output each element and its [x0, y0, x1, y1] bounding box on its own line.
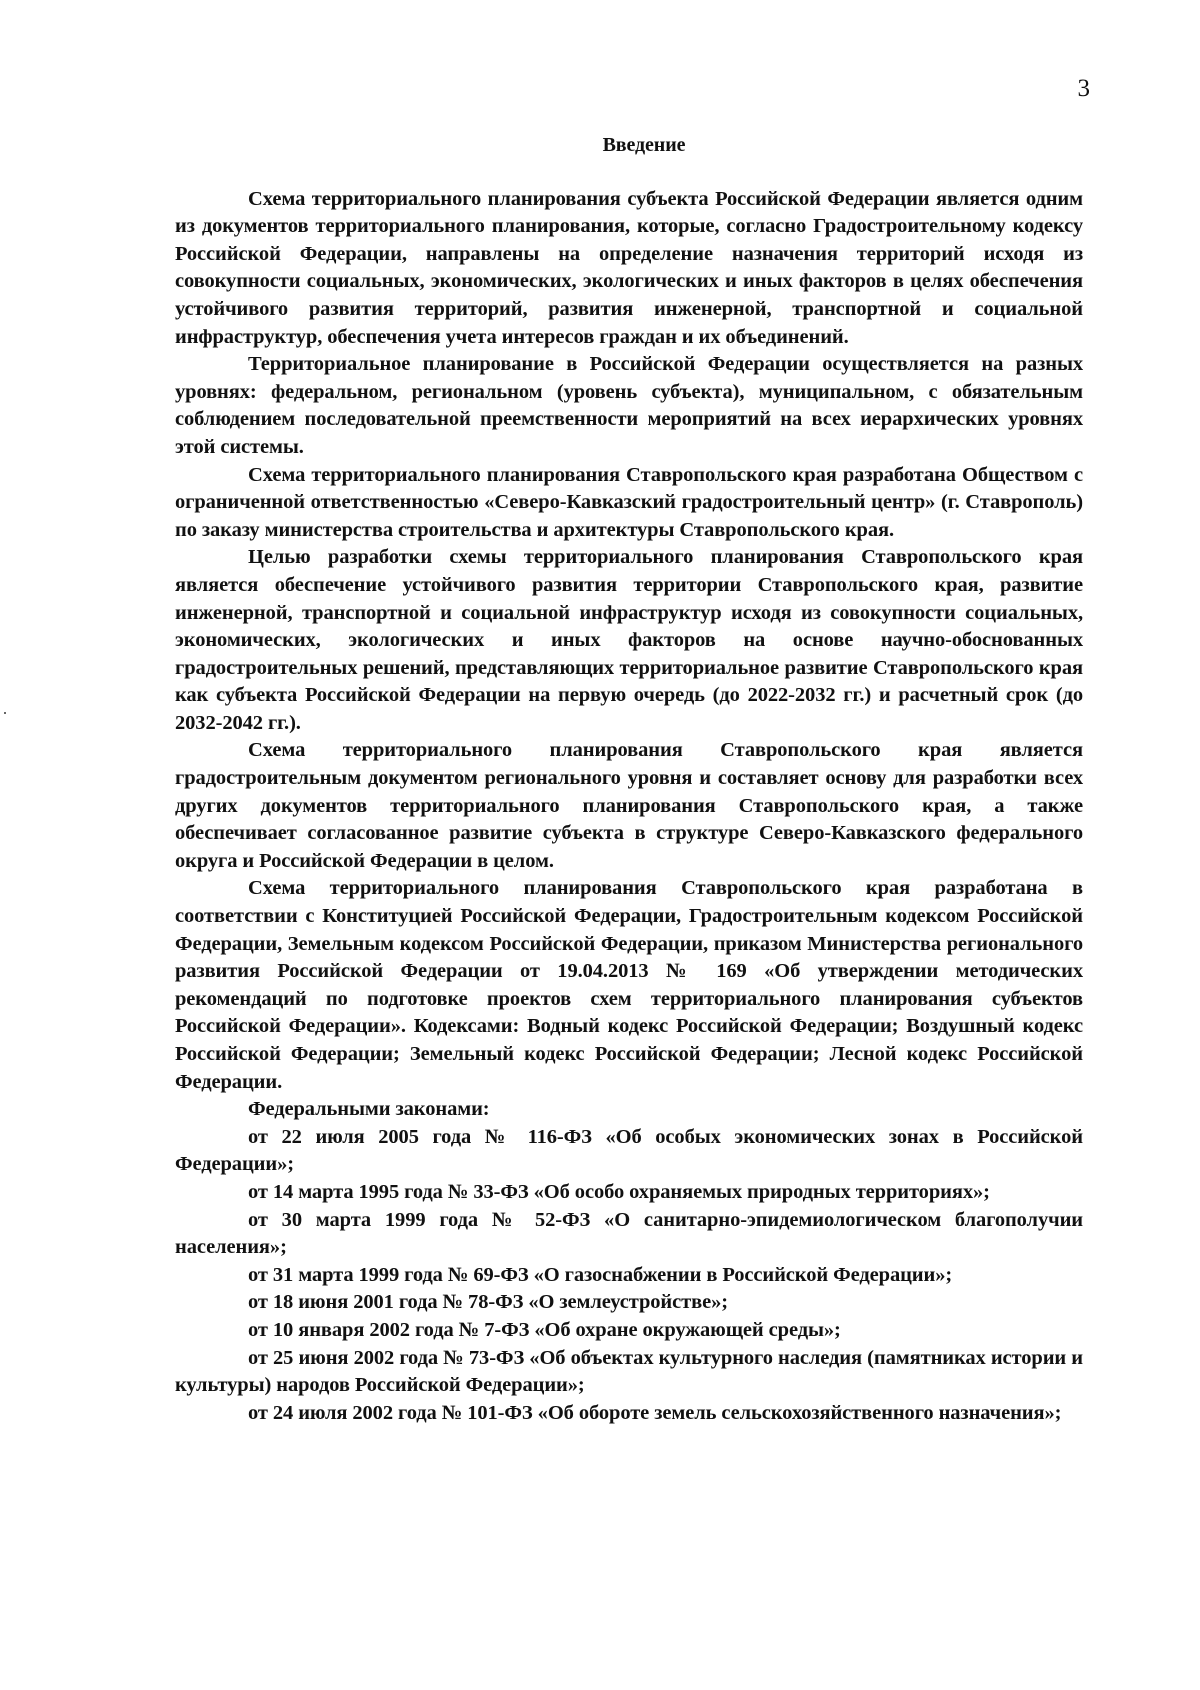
paragraph-document-level: Схема территориального планирования Ставропольского края является градостроительным документом регионального уровня и составляет основу для разработки всех других документов территориального планирования Ставропольского края, а также обеспечивает согласованное развитие субъекта в структуре Северо-Кавказского федерального округа и Российской Федерации в целом. [175, 739, 1083, 872]
section-heading: Введение [602, 134, 686, 156]
law-item: от 14 марта 1995 года № 33-ФЗ «Об особо охраняемых природных территориях»; [248, 1180, 990, 1203]
laws-heading: Федеральными законами: [248, 1098, 490, 1121]
law-item: от 18 июня 2001 года № 78-ФЗ «О землеустройстве»; [248, 1291, 728, 1314]
paragraph-goal: Целью разработки схемы территориального планирования Ставропольского края является обеспечение устойчивого развития территории Ставропольского края, развитие инженерной, транспортной и социальной инфраструктур исходя из совокупности социальных, экономических, экологических и иных факторов на основе научно-обоснованных градостроительных решений, представляющих территориальное развитие Ставропольского края как субъекта Российской Федерации на первую очередь (до 2022-2032 гг.) и расчетный срок (до 2032-2042 гг.). [175, 546, 1083, 734]
paragraph-intro: Схема территориального планирования субъекта Российской Федерации является одним из документов территориального планирования, которые, согласно Градостроительному кодексу Российской Федерации, направлены на определение назначения территорий исходя из совокупности социальных, экономических, экологических и иных факторов в целях обеспечения устойчивого развития территорий, развития инженерной, транспортной и социальной инфраструктур, обеспечения учета интересов граждан и их объединений. [175, 187, 1083, 348]
paragraph-levels: Территориальное планирование в Российской Федерации осуществляется на разных уровнях: федеральном, региональном (уровень субъекта), муниципальном, с обязательным соблюдением последовательной преемственности мероприятий на всех иерархических уровнях этой системы. [175, 353, 1083, 458]
law-item: от 30 марта 1999 года № 52-ФЗ «О санитарно-эпидемиологическом благополучии населения»; [175, 1208, 1083, 1259]
paragraph-legal-basis: Схема территориального планирования Ставропольского края разработана в соответствии с Конституцией Российской Федерации, Градостроительным кодексом Российской Федерации, Земельным кодексом Российской Федерации, приказом Министерства регионального развития Российской Федерации от 19.04.2013 № 169 «Об утверждении методических рекомендаций по подготовке проектов схем территориального планирования субъектов Российской Федерации». Кодексами: Водный кодекс Российской Федерации; Воздушный кодекс Российской Федерации; Земельный кодекс Российской Федерации; Лесной кодекс Российской Федерации. [175, 877, 1083, 1093]
page-number: 3 [1077, 75, 1090, 102]
law-item: от 24 июля 2002 года № 101-ФЗ «Об обороте земель сельскохозяйственного назначения»; [248, 1401, 1062, 1424]
document-body [175, 132, 1083, 1427]
law-item: от 25 июня 2002 года № 73-ФЗ «Об объектах культурного наследия (памятниках истории и культуры) народов Российской Федерации»; [175, 1346, 1083, 1397]
law-item: от 31 марта 1999 года № 69-ФЗ «О газоснабжении в Российской Федерации»; [248, 1263, 953, 1286]
paragraph-developer: Схема территориального планирования Ставропольского края разработана Обществом с ограниченной ответственностью «Северо-Кавказский градостроительный центр» (г. Ставрополь) по заказу министерства строительства и архитектуры Ставропольского края. [175, 463, 1083, 541]
law-item: от 22 июля 2005 года № 116-ФЗ «Об особых экономических зонах в Российской Федерации»; [175, 1125, 1083, 1176]
law-item: от 10 января 2002 года № 7-ФЗ «Об охране окружающей среды»; [248, 1318, 841, 1341]
scan-speck [4, 712, 6, 714]
